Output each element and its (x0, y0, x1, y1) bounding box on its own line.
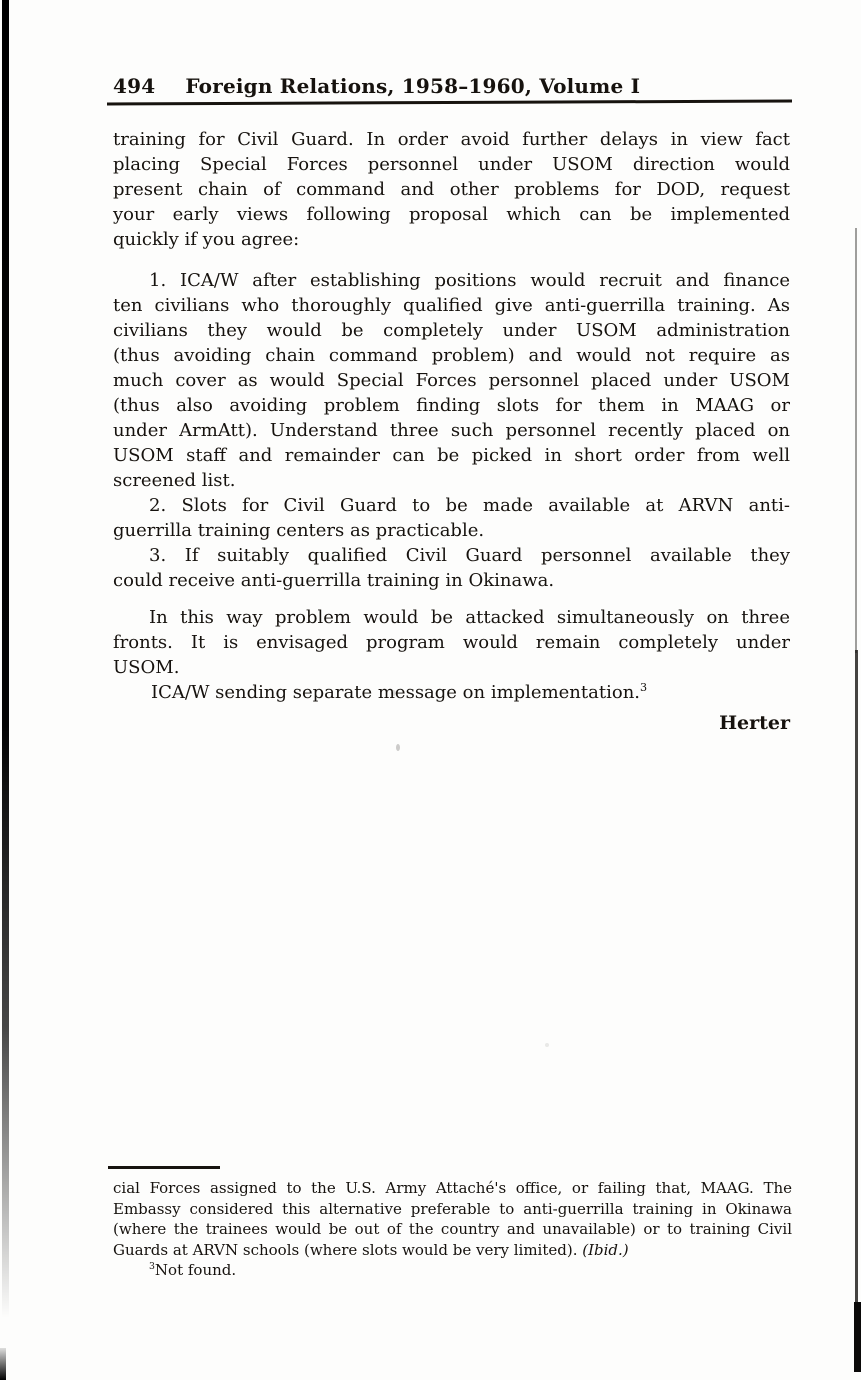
footnote-continuation (113, 1178, 792, 1240)
text-line: Embassy considered this alternative preferable to anti-guerrilla training in Okinawa (113, 1199, 792, 1218)
header-rule (107, 100, 792, 106)
text-line: fronts. It is envisaged program would remain completely under (113, 632, 790, 653)
text-line: ten civilians who thoroughly qualified give anti-guerrilla training. As (113, 295, 790, 316)
text-line: In this way problem would be attacked simultaneously on three (149, 607, 790, 628)
scan-page-edge-right-bottom (854, 1302, 861, 1372)
text-line: 3. If suitably qualified Civil Guard personnel available they (149, 545, 790, 566)
footnotes-block (113, 1178, 792, 1281)
paragraph-item-2 (113, 493, 790, 543)
text-line: (thus also avoiding problem finding slots for them in MAAG or (113, 395, 790, 416)
text-line: USOM staff and remainder can be picked in short order from well (113, 445, 790, 466)
text-line: quickly if you agree: (113, 229, 300, 250)
text-line: present chain of command and other problems for DOD, request (113, 179, 790, 200)
text-line: placing Special Forces personnel under USOM direction would (113, 154, 790, 175)
text-line: USOM. (113, 657, 180, 678)
text-line: much cover as would Special Forces personnel placed under USOM (113, 370, 790, 391)
text-line: could receive anti-guerrilla training in Okinawa. (113, 570, 555, 591)
footnote-rule (108, 1166, 220, 1169)
text-line: guerrilla training centers as practicable. (113, 520, 485, 541)
footnote-ref-3: 3 (640, 681, 648, 694)
paragraph-item-3 (113, 543, 790, 593)
footnote-ibid: (Ibid.) (582, 1240, 629, 1259)
scan-gutter-shadow-left (2, 0, 9, 1318)
scan-speck (396, 744, 400, 751)
text-line: cial Forces assigned to the U.S. Army Attaché's office, or failing that, MAAG. The (113, 1179, 792, 1197)
paragraph-closing (113, 605, 790, 680)
paragraph-item-1 (113, 268, 790, 493)
text-line: (thus avoiding chain command problem) and would not require as (113, 345, 790, 366)
running-header (113, 74, 792, 98)
text-line: under ArmAtt). Understand three such personnel recently placed on (113, 420, 790, 441)
implementation-text: ICA/W sending separate message on implementation. (151, 682, 641, 703)
scan-speck (545, 1043, 549, 1047)
paragraph-intro (113, 127, 790, 252)
text-line: your early views following proposal which can be implemented (113, 204, 790, 225)
text-line: training for Civil Guard. In order avoid further delays in view fact (113, 129, 790, 150)
footnote-continuation-text: Guards at ARVN schools (where slots would be very limited). (113, 1240, 583, 1259)
volume-title: Foreign Relations, 1958–1960, Volume I (185, 74, 641, 98)
text-line: screened list. (113, 470, 236, 491)
footnote-3-marker: 3 (149, 1261, 155, 1273)
page-number: 494 (113, 74, 156, 98)
text-line: 2. Slots for Civil Guard to be made available at ARVN anti- (149, 495, 790, 516)
text-line: (where the trainees would be out of the country and unavailable) or to training Civil (113, 1220, 792, 1239)
document-body (113, 127, 790, 736)
text-line: civilians they would be completely under USOM administration (113, 320, 790, 341)
paragraph-implementation (113, 680, 790, 705)
signature: Herter (719, 712, 790, 734)
scan-gutter-shadow-left-bottom (0, 1348, 6, 1380)
footnote-3-text: Not found. (154, 1261, 237, 1280)
footnote-3 (113, 1260, 792, 1281)
text-line: 1. ICA/W after establishing positions would recruit and finance (149, 270, 790, 291)
footnote-continuation-last-line (113, 1240, 792, 1261)
scan-page-edge-right-thin (855, 228, 857, 653)
scan-page-edge-right-mid (855, 650, 858, 1305)
